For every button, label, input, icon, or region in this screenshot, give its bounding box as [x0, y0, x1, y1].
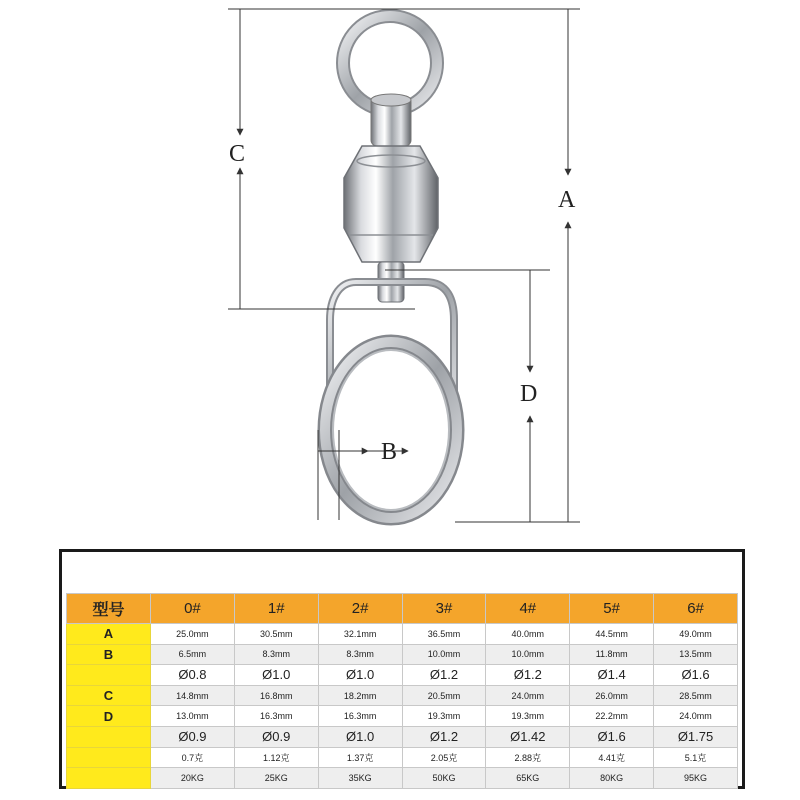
spec-row [67, 747, 738, 768]
row-label-cell [67, 768, 151, 789]
spec-value-cell: 13.5mm [654, 644, 738, 665]
spec-value-cell: Ø1.0 [234, 665, 318, 686]
spec-value-cell: 32.1mm [318, 624, 402, 645]
spec-value-cell: 0.7克 [151, 747, 235, 768]
swivel-neck [371, 94, 411, 146]
dimension-label-c: C [229, 141, 246, 167]
spec-value-cell: 2.88克 [486, 747, 570, 768]
spec-panel [59, 549, 745, 789]
spec-value-cell: 5.1克 [654, 747, 738, 768]
spec-value-cell: 14.8mm [151, 685, 235, 706]
spec-value-cell: 10.0mm [486, 644, 570, 665]
spec-value-cell: 19.3mm [402, 706, 486, 727]
spec-value-cell: 16.8mm [234, 685, 318, 706]
spec-value-cell: 8.3mm [234, 644, 318, 665]
spec-value-cell: 25KG [234, 768, 318, 789]
spec-value-cell: 65KG [486, 768, 570, 789]
spec-value-cell: 26.0mm [570, 685, 654, 706]
spec-value-cell: 44.5mm [570, 624, 654, 645]
row-label-cell: A [67, 624, 151, 645]
size-header-cell: 0# [151, 594, 235, 624]
row-label-cell: C [67, 685, 151, 706]
spec-value-cell: 20KG [151, 768, 235, 789]
row-label-cell [67, 665, 151, 686]
spec-row [67, 665, 738, 686]
spec-value-cell: 1.37克 [318, 747, 402, 768]
spec-table [66, 593, 738, 789]
spec-value-cell: 1.12克 [234, 747, 318, 768]
dimension-label-a: A [558, 187, 576, 213]
size-header-cell: 4# [486, 594, 570, 624]
spec-value-cell: Ø1.0 [318, 665, 402, 686]
spec-value-cell: 36.5mm [402, 624, 486, 645]
spec-value-cell: Ø1.6 [654, 665, 738, 686]
size-header-cell: 2# [318, 594, 402, 624]
row-label-cell [67, 726, 151, 747]
spec-value-cell: 16.3mm [318, 706, 402, 727]
spec-value-cell: Ø1.2 [402, 726, 486, 747]
spec-value-cell: Ø0.9 [151, 726, 235, 747]
spec-row [67, 685, 738, 706]
spec-value-cell: 8.3mm [318, 644, 402, 665]
spec-value-cell: 24.0mm [654, 706, 738, 727]
spec-value-cell: 2.05克 [402, 747, 486, 768]
row-label-cell: D [67, 706, 151, 727]
spec-value-cell: 4.41克 [570, 747, 654, 768]
size-header-cell: 6# [654, 594, 738, 624]
spec-value-cell: 18.2mm [318, 685, 402, 706]
spec-value-cell: 25.0mm [151, 624, 235, 645]
spec-value-cell: 10.0mm [402, 644, 486, 665]
spec-row [67, 644, 738, 665]
size-header-cell: 5# [570, 594, 654, 624]
spec-value-cell: Ø1.2 [402, 665, 486, 686]
spec-value-cell: 13.0mm [151, 706, 235, 727]
spec-value-cell: 95KG [654, 768, 738, 789]
spec-value-cell: Ø1.0 [318, 726, 402, 747]
dimension-label-d: D [520, 381, 538, 407]
row-label-cell [67, 747, 151, 768]
spec-value-cell: 24.0mm [486, 685, 570, 706]
size-header-cell: 3# [402, 594, 486, 624]
size-header-cell: 1# [234, 594, 318, 624]
row-label-cell: B [67, 644, 151, 665]
spec-value-cell: Ø1.42 [486, 726, 570, 747]
spec-value-cell: 28.5mm [654, 685, 738, 706]
spec-value-cell: 20.5mm [402, 685, 486, 706]
spec-value-cell: Ø1.75 [654, 726, 738, 747]
spec-value-cell: Ø1.4 [570, 665, 654, 686]
spec-value-cell: 80KG [570, 768, 654, 789]
split-ring [325, 342, 457, 518]
dimension-label-b: B [381, 439, 398, 465]
spec-value-cell: Ø1.2 [486, 665, 570, 686]
spec-header-row [67, 594, 738, 624]
spec-value-cell: 50KG [402, 768, 486, 789]
spec-value-cell: 40.0mm [486, 624, 570, 645]
spec-value-cell: 11.8mm [570, 644, 654, 665]
spec-value-cell: 19.3mm [486, 706, 570, 727]
spec-value-cell: 6.5mm [151, 644, 235, 665]
spec-value-cell: 22.2mm [570, 706, 654, 727]
spec-value-cell: 16.3mm [234, 706, 318, 727]
model-header-cell: 型号 [67, 594, 151, 624]
spec-row [67, 726, 738, 747]
spec-value-cell: Ø1.6 [570, 726, 654, 747]
spec-value-cell: 30.5mm [234, 624, 318, 645]
spec-row [67, 624, 738, 645]
spec-row [67, 706, 738, 727]
spec-value-cell: 49.0mm [654, 624, 738, 645]
spec-row [67, 768, 738, 789]
spec-value-cell: Ø0.9 [234, 726, 318, 747]
spec-value-cell: 35KG [318, 768, 402, 789]
spec-value-cell: Ø0.8 [151, 665, 235, 686]
